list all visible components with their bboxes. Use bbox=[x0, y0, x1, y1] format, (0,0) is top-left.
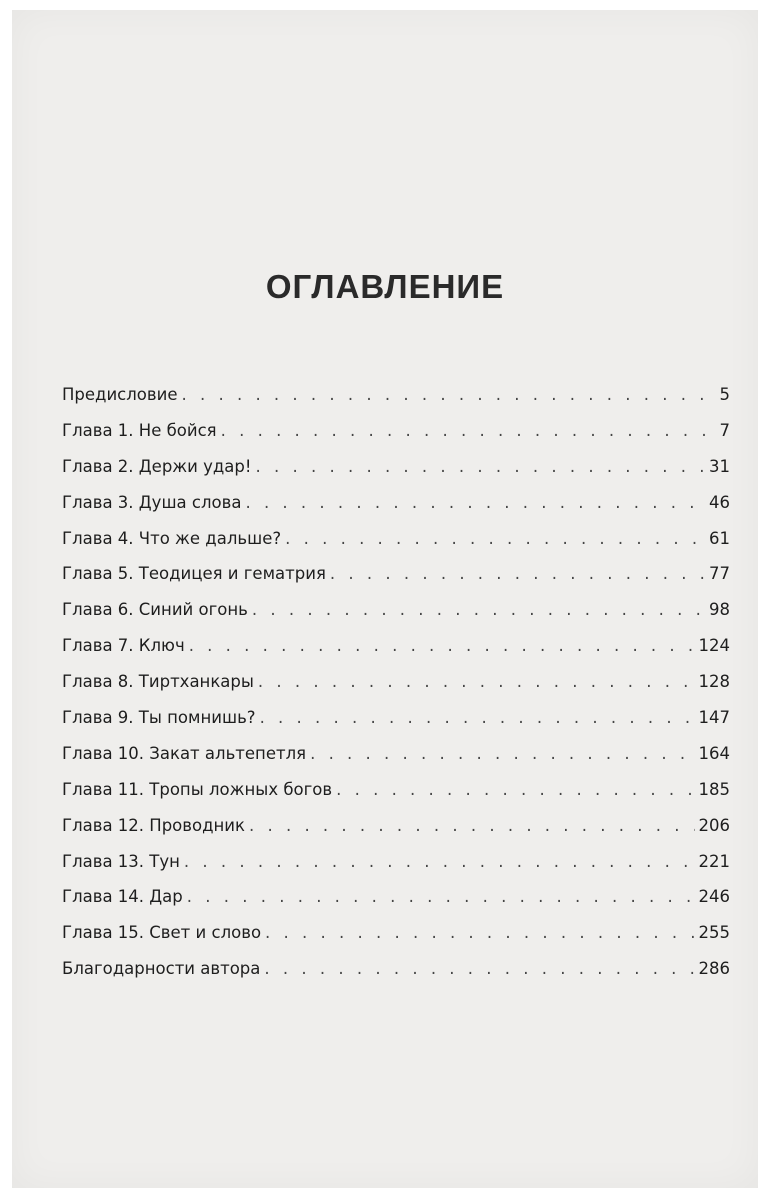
dot-leader bbox=[256, 457, 705, 476]
toc-entry-label: Глава 8. Тиртханкары bbox=[62, 672, 254, 692]
toc-entry bbox=[62, 636, 730, 672]
toc-entry bbox=[62, 959, 730, 995]
toc-entry bbox=[62, 529, 730, 565]
dot-leader bbox=[285, 529, 705, 548]
toc-entry-label: Глава 11. Тропы ложных богов bbox=[62, 779, 333, 799]
toc-entry-label: Глава 12. Проводник bbox=[62, 815, 245, 835]
toc-entry-label: Глава 2. Держи удар! bbox=[62, 456, 252, 476]
dot-leader bbox=[260, 708, 695, 727]
toc-entry-page: 46 bbox=[709, 492, 730, 512]
dot-leader bbox=[245, 493, 705, 512]
dot-leader bbox=[265, 923, 694, 942]
toc-entry-page: 128 bbox=[698, 672, 730, 692]
dot-leader bbox=[258, 672, 695, 691]
dot-leader bbox=[187, 887, 695, 906]
toc-entry-page: 7 bbox=[719, 420, 730, 440]
toc-entry-label: Предисловие bbox=[62, 385, 178, 404]
dot-leader bbox=[189, 636, 695, 655]
toc-entry-page: 147 bbox=[698, 708, 730, 728]
toc-entry-label: Глава 4. Что же дальше? bbox=[62, 528, 282, 548]
dot-leader bbox=[181, 385, 715, 404]
toc-entry-page: 77 bbox=[709, 564, 730, 584]
dot-leader bbox=[252, 600, 705, 619]
toc-entry-label: Благодарности автора bbox=[62, 959, 261, 979]
toc-entry-page: 206 bbox=[698, 815, 730, 835]
dot-leader bbox=[221, 421, 716, 440]
toc-entry-page: 31 bbox=[709, 456, 730, 476]
toc-entry bbox=[62, 672, 730, 708]
toc-entry-label: Глава 5. Теодицея и гематрия bbox=[62, 564, 326, 584]
toc-entry-page: 221 bbox=[698, 851, 730, 871]
toc-entry bbox=[62, 744, 730, 780]
table-of-contents bbox=[62, 385, 730, 995]
toc-entry-label: Глава 9. Ты помнишь? bbox=[62, 708, 256, 728]
toc-entry-page: 61 bbox=[709, 528, 730, 548]
toc-entry bbox=[62, 493, 730, 529]
toc-entry bbox=[62, 852, 730, 888]
toc-entry bbox=[62, 564, 730, 600]
toc-entry-label: Глава 13. Тун bbox=[62, 851, 180, 871]
dot-leader bbox=[310, 744, 694, 763]
toc-entry-page: 5 bbox=[719, 385, 730, 404]
toc-entry bbox=[62, 923, 730, 959]
toc-entry-label: Глава 15. Свет и слово bbox=[62, 923, 262, 943]
toc-entry-page: 185 bbox=[698, 779, 730, 799]
toc-entry bbox=[62, 385, 730, 421]
toc-entry-label: Глава 1. Не бойся bbox=[62, 420, 217, 440]
toc-entry-page: 124 bbox=[698, 636, 730, 656]
toc-entry bbox=[62, 887, 730, 923]
toc-entry bbox=[62, 816, 730, 852]
toc-entry-label: Глава 7. Ключ bbox=[62, 636, 185, 656]
dot-leader bbox=[330, 564, 705, 583]
toc-entry bbox=[62, 421, 730, 457]
page-title: ОГЛАВЛЕНИЕ bbox=[265, 268, 505, 305]
dot-leader bbox=[249, 816, 695, 835]
toc-entry-label: Глава 6. Синий огонь bbox=[62, 600, 248, 620]
dot-leader bbox=[336, 780, 694, 799]
toc-entry-page: 98 bbox=[709, 600, 730, 620]
toc-entry bbox=[62, 780, 730, 816]
toc-entry-page: 255 bbox=[698, 923, 730, 943]
dot-leader bbox=[184, 852, 695, 871]
toc-entry-page: 246 bbox=[698, 887, 730, 907]
toc-entry-label: Глава 14. Дар bbox=[62, 887, 183, 907]
toc-entry bbox=[62, 457, 730, 493]
toc-entry-page: 286 bbox=[698, 959, 730, 979]
toc-entry-page: 164 bbox=[698, 743, 730, 763]
toc-entry bbox=[62, 708, 730, 744]
dot-leader bbox=[264, 959, 694, 978]
toc-entry-label: Глава 3. Душа слова bbox=[62, 492, 242, 512]
toc-entry bbox=[62, 600, 730, 636]
toc-entry-label: Глава 10. Закат альтепетля bbox=[62, 743, 307, 763]
